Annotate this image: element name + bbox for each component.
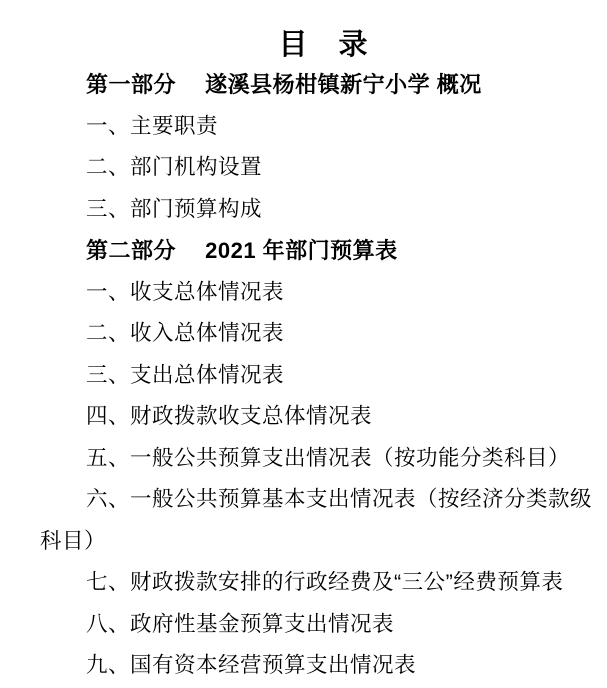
toc-item-p2-3: 三、支出总体情况表 <box>86 362 285 387</box>
toc-item-p2-5: 五、一般公共预算支出情况表（按功能分类科目） <box>86 445 571 470</box>
toc-item-p2-2: 二、收入总体情况表 <box>86 321 285 345</box>
document-title: 目 录 <box>278 29 369 61</box>
toc-item-p2-9: 九、国有资本经营预算支出情况表 <box>86 653 417 677</box>
toc-item-p2-8: 八、政府性基金预算支出情况表 <box>86 611 395 636</box>
toc-heading-part-1: 第一部分 遂溪县杨柑镇新宁小学 概况 <box>86 72 482 97</box>
toc-item-p2-4: 四、财政拨款收支总体情况表 <box>86 404 373 428</box>
toc-item-p1-3: 三、部门预算构成 <box>86 196 263 221</box>
toc-item-p1-2: 二、部门机构设置 <box>86 155 263 179</box>
toc-heading-part-2: 第二部分 2021 年部门预算表 <box>86 238 398 263</box>
toc-item-p1-1: 一、主要职责 <box>86 113 219 138</box>
toc-item-p2-1: 一、收支总体情况表 <box>86 279 285 304</box>
toc-item-p2-6: 六、一般公共预算基本支出情况表（按经济分类款级科目） <box>40 487 593 553</box>
toc-item-p2-7: 七、财政拨款安排的行政经费及“三公”经费预算表 <box>86 570 564 594</box>
